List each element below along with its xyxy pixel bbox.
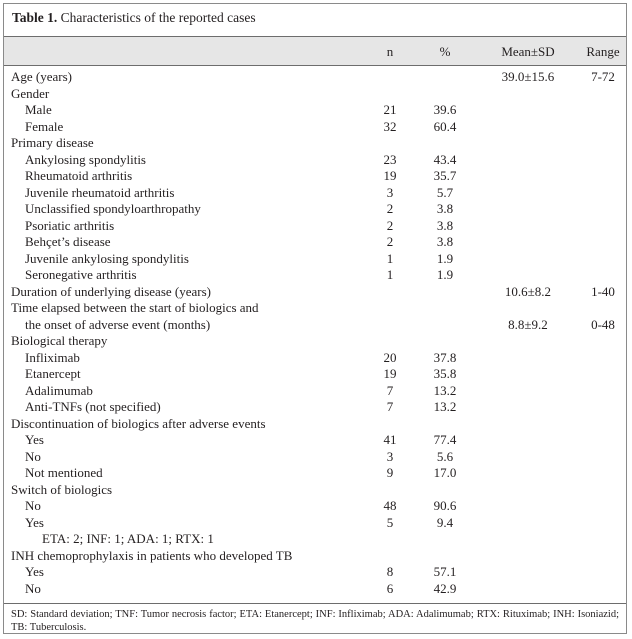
cell-percent: 3.8 (436, 217, 454, 233)
cell-percent: 5.7 (436, 184, 454, 200)
table-row (4, 366, 626, 383)
cell-percent: 13.2 (433, 382, 457, 398)
row-label: Gender (11, 85, 50, 101)
row-label: Ankylosing spondylitis (25, 151, 146, 167)
table-row (4, 333, 626, 350)
table-row (4, 581, 626, 598)
table-row (4, 267, 626, 284)
row-label: Yes (25, 564, 44, 579)
row-label: Behçet’s disease (25, 234, 111, 249)
row-label: Yes (25, 432, 44, 447)
cell-n: 2 (386, 234, 394, 249)
table-row (4, 168, 626, 185)
table-row (4, 548, 626, 565)
row-label: Male (25, 102, 52, 117)
cell-n: 32 (383, 118, 397, 134)
cell-percent: 5.6 (436, 448, 454, 464)
table-row (4, 185, 626, 202)
row-label: Discontinuation of biologics after adverse events (11, 415, 266, 431)
cell-n: 48 (383, 498, 397, 513)
cell-n: 2 (386, 201, 394, 216)
row-label: No (25, 580, 41, 596)
cell-n: 19 (383, 366, 397, 381)
table-row (4, 135, 626, 152)
row-label: the onset of adverse event (months) (25, 316, 211, 332)
row-label: Juvenile ankylosing spondylitis (25, 250, 189, 266)
cell-n: 2 (386, 217, 394, 233)
table-footnote: SD: Standard deviation; TNF: Tumor necrosis factor; ETA: Etanercept; INF: Infliximab; ADA: Adalimumab; RTX: Rituximab; INH: Isoniazid; TB: Tuberculosis. (4, 603, 626, 633)
cell-percent: 3.8 (436, 234, 454, 249)
row-label: Etanercept (25, 366, 81, 381)
cell-mean-sd: 39.0±15.6 (501, 69, 555, 84)
row-label: INH chemoprophylaxis in patients who developed TB (11, 547, 293, 563)
cell-percent: 37.8 (433, 349, 457, 365)
table-row (4, 449, 626, 466)
table-row (4, 119, 626, 136)
cell-percent: 35.8 (433, 366, 457, 381)
cell-percent: 1.9 (436, 267, 454, 282)
table-row (4, 218, 626, 235)
caption-label: Table 1. (12, 10, 58, 25)
row-label: Biological therapy (11, 333, 108, 348)
table-row (4, 383, 626, 400)
row-label: No (25, 448, 41, 464)
cell-n: 8 (386, 564, 394, 579)
cell-n: 20 (383, 349, 397, 365)
row-label: Psoriatic arthritis (25, 217, 115, 233)
header-n: n (386, 44, 394, 59)
cell-percent: 13.2 (433, 399, 457, 414)
cell-percent: 35.7 (433, 168, 457, 183)
cell-mean-sd: 10.6±8.2 (504, 283, 552, 299)
table-row (4, 564, 626, 581)
cell-percent: 77.4 (433, 432, 457, 447)
table-row (4, 399, 626, 416)
row-label: Time elapsed between the start of biologics and (11, 300, 259, 315)
cell-mean-sd: 8.8±9.2 (508, 316, 548, 332)
table-row (4, 86, 626, 103)
row-label: Infliximab (25, 349, 80, 365)
row-label: Seronegative arthritis (25, 267, 137, 282)
row-label: Yes (25, 514, 44, 530)
cell-n: 9 (386, 465, 394, 480)
table-header (4, 36, 626, 66)
caption-text: Characteristics of the reported cases (60, 10, 256, 25)
cell-percent: 3.8 (436, 201, 454, 216)
cell-n: 23 (383, 151, 397, 167)
row-label: Anti-TNFs (not specified) (25, 399, 161, 414)
table-frame (3, 3, 627, 634)
cell-percent: 9.4 (436, 514, 454, 530)
row-label: Not mentioned (25, 465, 103, 480)
cell-percent: 43.4 (433, 151, 457, 167)
row-label: Female (25, 118, 64, 134)
table-row (4, 531, 626, 548)
row-label: Age (years) (11, 69, 72, 84)
cell-n: 6 (386, 580, 394, 596)
header-percent: % (439, 44, 451, 59)
table-row (4, 152, 626, 169)
row-label: Switch of biologics (11, 481, 113, 497)
cell-percent: 1.9 (436, 250, 454, 266)
cell-range: 0-48 (591, 316, 615, 332)
table-row (4, 69, 626, 86)
table-row (4, 482, 626, 499)
cell-percent: 90.6 (433, 498, 457, 513)
cell-n: 7 (386, 382, 394, 398)
cell-range: 1-40 (591, 283, 615, 299)
header-mean-sd: Mean±SD (501, 44, 555, 59)
cell-n: 41 (383, 432, 397, 447)
table-row (4, 102, 626, 119)
row-label: Duration of underlying disease (years) (11, 283, 211, 299)
table-row (4, 515, 626, 532)
table-row (4, 498, 626, 515)
cell-percent: 60.4 (433, 118, 457, 134)
row-label: Primary disease (11, 135, 94, 150)
table-row (4, 317, 626, 334)
cell-percent: 39.6 (433, 102, 457, 117)
row-label: ETA: 2; INF: 1; ADA: 1; RTX: 1 (42, 531, 214, 546)
cell-percent: 17.0 (433, 465, 457, 480)
row-label: Adalimumab (25, 382, 93, 398)
cell-n: 21 (383, 102, 397, 117)
row-label: Rheumatoid arthritis (25, 168, 133, 183)
row-label: Juvenile rheumatoid arthritis (25, 184, 175, 200)
header-range: Range (586, 44, 620, 59)
row-label: Unclassified spondyloarthropathy (25, 201, 201, 216)
table-caption (4, 4, 626, 36)
table-row (4, 234, 626, 251)
table-row (4, 350, 626, 367)
cell-n: 1 (386, 267, 394, 282)
cell-percent: 57.1 (433, 564, 457, 579)
row-label: No (25, 498, 41, 513)
table-row (4, 251, 626, 268)
cell-n: 7 (386, 399, 394, 414)
table-row (4, 201, 626, 218)
table-row (4, 300, 626, 317)
cell-n: 1 (386, 250, 394, 266)
cell-n: 5 (386, 514, 394, 530)
cell-percent: 42.9 (433, 580, 457, 596)
cell-n: 3 (386, 184, 394, 200)
table-row (4, 465, 626, 482)
cell-range: 7-72 (591, 69, 615, 84)
table-row (4, 416, 626, 433)
cell-n: 3 (386, 448, 394, 464)
cell-n: 19 (383, 168, 397, 183)
table-row (4, 284, 626, 301)
table-row (4, 432, 626, 449)
